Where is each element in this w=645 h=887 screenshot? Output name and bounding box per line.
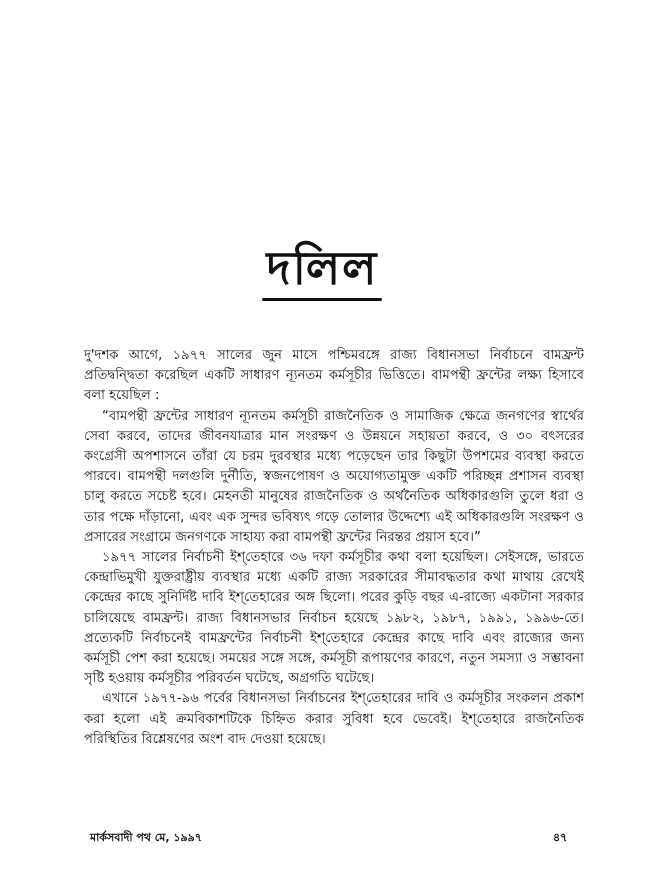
document-body: [84, 346, 584, 750]
intro-paragraph: দু'দশক আগে, ১৯৭৭ সালের জুন মাসে পশ্চিমবঙ্গে রাজ্য বিধানসভা নির্বাচনে বামফ্রন্ট প্রতিদ্বন্দ্বিতা করেছিল একটি সাধারণ ন্যূনতম কর্মসূচীর ভিত্তিতে। বামপন্থী ফ্রন্টের লক্ষ্য হিসাবে বলা হয়েছিল :: [84, 348, 584, 404]
document-title: দলিল: [266, 241, 379, 295]
title-underline: [262, 298, 382, 301]
body-paragraph-compilation: এখানে ১৯৭৭-৯৬ পর্বের বিধানসভা নির্বাচনের ইশ্‌তেহারের দাবি ও কর্মসূচীর সংকলন প্রকাশ করা হলো এই ক্রমবিকাশটিকে চিহ্নিত করার সুবিধা হবে ভেবেই। ইশ্‌তেহারে রাজনৈতিক পরিস্থিতির বিশ্লেষণের অংশ বাদ দেওয়া হয়েছে।: [84, 691, 584, 747]
footer-publication: মার্কসবাদী পথ মে, ১৯৯৭: [90, 831, 202, 844]
quote-paragraph: “বামপন্থী ফ্রন্টের সাধারণ ন্যূনতম কর্মসূচী রাজনৈতিক ও সামাজিক ক্ষেত্রে জনগণের স্বার্থের সেবা করবে, তাদের জীবনযাত্রার মান সংরক্ষণ ও উন্নয়নে সহায়তা করবে, ও ৩০ বৎসরের কংগ্রেসী অপশাসনে তাঁরা যে চরম দুরবস্থার মধ্যে পড়েছেন তার কিছুটা উপশমের ব্যবস্থা করতে পারবে। বামপন্থী দলগুলি দুর্নীতি, স্বজনপোষণ ও অযোগ্যতামুক্ত একটি পরিচ্ছন্ন প্রশাসন ব্যবস্থা চালু করতে সচেষ্ট হবে। মেহনতী মানুষের রাজনৈতিক ও অর্থনৈতিক অধিকারগুলি তুলে ধরা ও তার পক্ষে দাঁড়ানো, এবং এক সুন্দর ভবিষ্যৎ গড়ে তোলার উদ্দেশ্যে এই অধিকারগুলি সংরক্ষণ ও প্রসারের সংগ্রামে জনগণকে সাহায্য করা বামপন্থী ফ্রন্টের নিরন্তর প্রয়াস হবে।”: [84, 408, 584, 545]
body-paragraph-1977: ১৯৭৭ সালের নির্বাচনী ইশ্‌তেহারে ৩৬ দফা কর্মসূচীর কথা বলা হয়েছিল। সেইসঙ্গে, ভারতে কেন্দ্রাভিমুখী যুক্তরাষ্ট্রীয় ব্যবস্থার মধ্যে একটি রাজ্য সরকারের সীমাবদ্ধতার কথা মাথায় রেখেই কেন্দ্রের কাছে সুনির্দিষ্ট দাবি ইশ্‌তেহারের অঙ্গ ছিলো। পরের কুড়ি বছর এ-রাজ্যে একটানা সরকার চালিয়েছে বামফ্রন্ট। রাজ্য বিধানসভার নির্বাচন হয়েছে ১৯৮২, ১৯৮৭, ১৯৯১, ১৯৯৬-তে। প্রত্যেকটি নির্বাচনেই বামফ্রন্টের নির্বাচনী ইশ্‌তেহারে কেন্দ্রের কাছে দাবি এবং রাজ্যের জন্য কর্মসূচী পেশ করা হয়েছে। সময়ের সঙ্গে সঙ্গে, কর্মসূচী রূপায়ণের কারণে, নতুন সমস্যা ও সম্ভাবনা সৃষ্টি হওয়ায় কর্মসূচীর পরিবর্তন ঘটেছে, অগ্রগতি ঘটেছে।: [84, 550, 584, 687]
page-number: ৪৭: [553, 831, 568, 844]
